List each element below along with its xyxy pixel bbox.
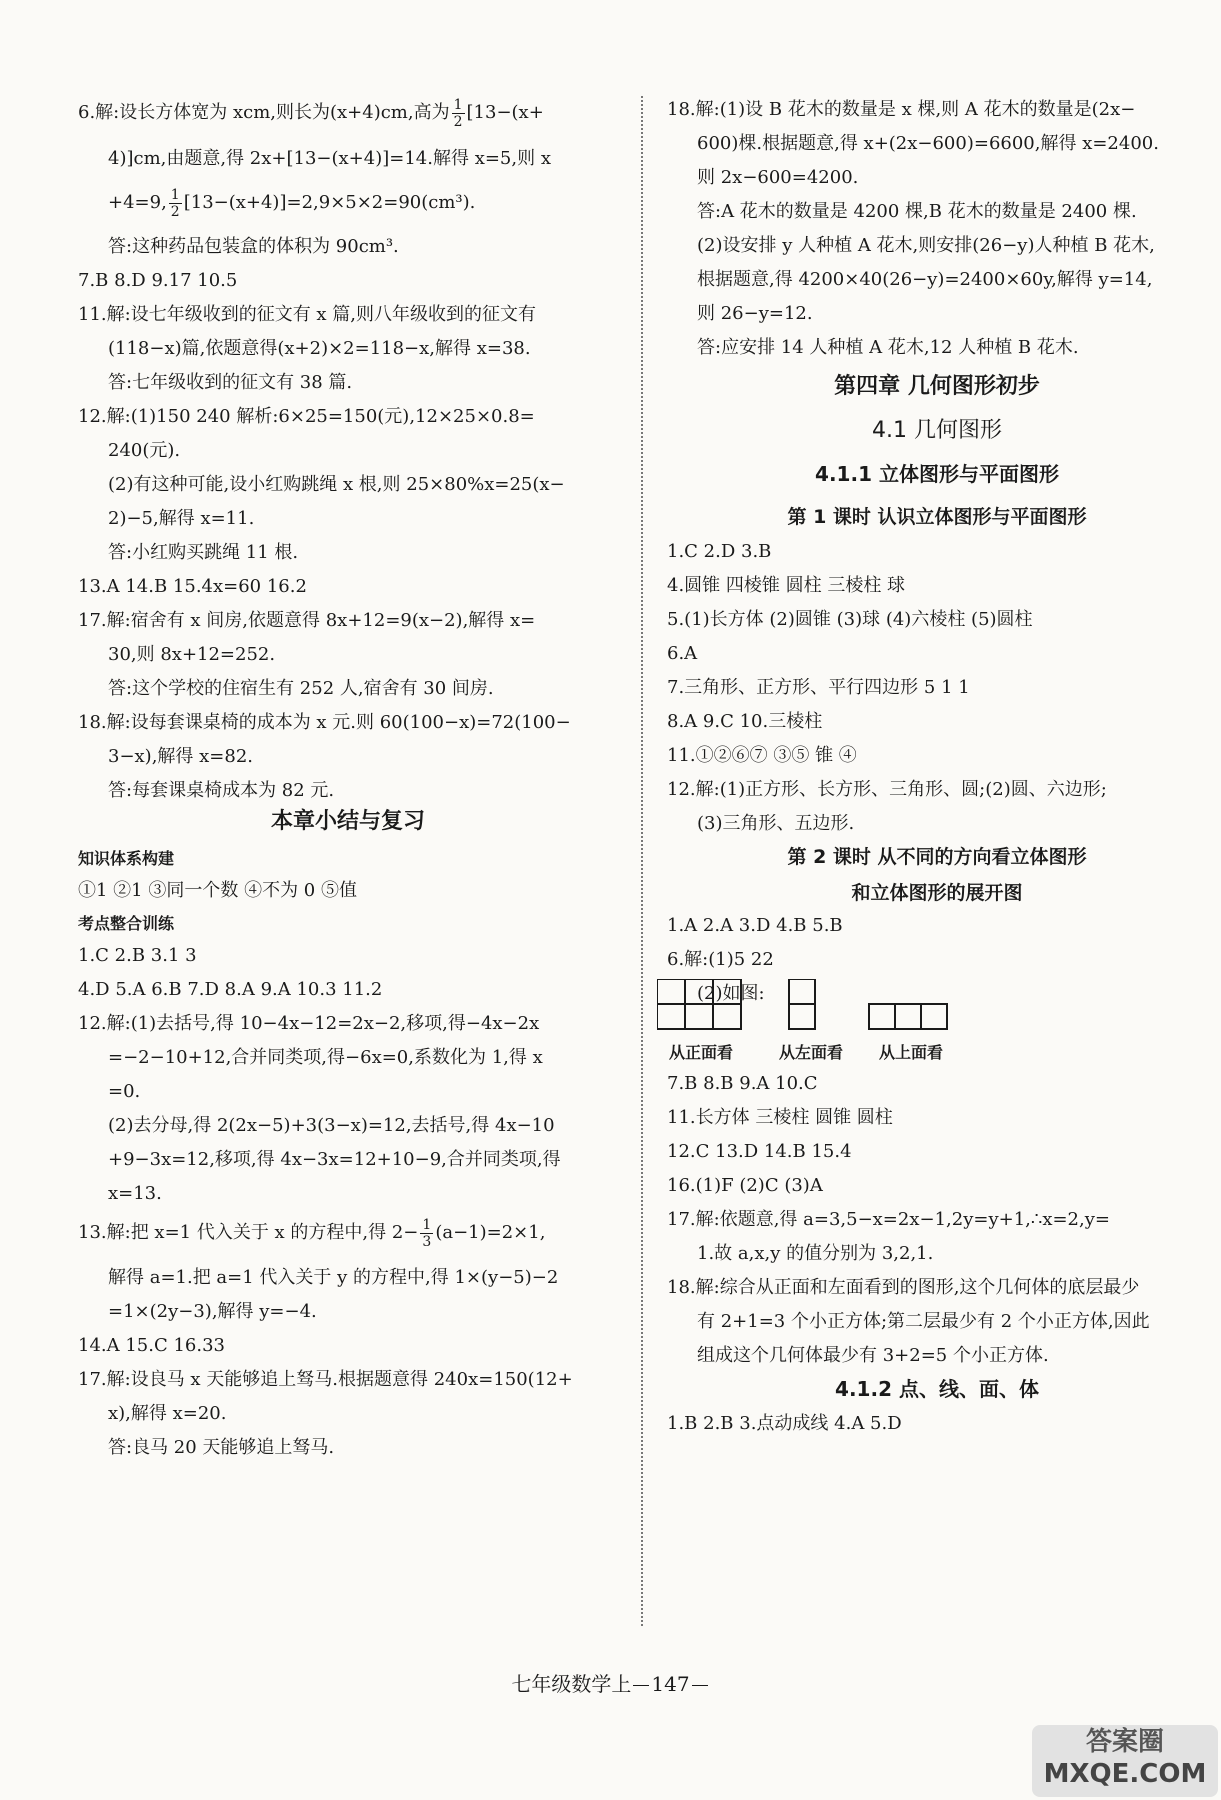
column-divider bbox=[641, 96, 643, 1626]
front-view bbox=[657, 979, 741, 1029]
lesson1-answers-6: 6.A bbox=[667, 643, 698, 664]
lesson1-answers-11: 11.①②⑥⑦ ③⑤ 锥 ④ bbox=[667, 745, 857, 766]
fraction-third: $\frac{1}{3}$ bbox=[422, 1216, 432, 1250]
left-view bbox=[789, 979, 815, 1029]
q12-line4: 2)−5,解得 x=11. bbox=[108, 508, 255, 529]
q6-line1: 6.解:设长方体宽为 xcm,则长为(x+4)cm,高为 $\frac{1}{2}$ [13−(x+ bbox=[78, 96, 544, 130]
lesson1-answers-8: 8.A 9.C 10.三棱柱 bbox=[667, 711, 823, 732]
r12-line4: (2)去分母,得 2(2x−5)+3(3−x)=12,去括号,得 4x−10 bbox=[108, 1115, 555, 1136]
q18-line1: 18.解:设每套课桌椅的成本为 x 元.则 60(100−x)=72(100− bbox=[78, 712, 571, 733]
p18-answer: 答:应安排 14 人种植 A 花木,12 人种植 B 花木. bbox=[697, 337, 1079, 358]
p18-line1: 18.解:(1)设 B 花木的数量是 x 棵,则 A 花木的数量是(2x− bbox=[667, 99, 1136, 120]
review-answers-1: 1.C 2.B 3.1 3 bbox=[78, 945, 197, 966]
q11-line2: (118−x)篇,依题意得(x+2)×2=118−x,解得 x=38. bbox=[108, 338, 531, 359]
fraction-half-2: $\frac{1}{2}$ bbox=[170, 186, 180, 220]
q12-answer: 答:小红购买跳绳 11 根. bbox=[108, 542, 299, 563]
r13-line2: 解得 a=1.把 a=1 代入关于 y 的方程中,得 1×(y−5)−2 bbox=[108, 1267, 559, 1288]
lesson1-answers-12b: (3)三角形、五边形. bbox=[697, 813, 855, 834]
review-answers-4: 4.D 5.A 6.B 7.D 8.A 9.A 10.3 11.2 bbox=[78, 979, 383, 1000]
watermark-url: MXQE.COM bbox=[1043, 1759, 1207, 1789]
lesson2-answers-16: 16.(1)F (2)C (3)A bbox=[667, 1175, 823, 1196]
fraction-half: $\frac{1}{2}$ bbox=[453, 96, 463, 130]
r17-line2: x),解得 x=20. bbox=[108, 1403, 227, 1424]
lesson2-answers-12: 12.C 13.D 14.B 15.4 bbox=[667, 1141, 852, 1162]
r12-line6: x=13. bbox=[108, 1183, 162, 1204]
b17-line2: 1.故 a,x,y 的值分别为 3,2,1. bbox=[697, 1243, 934, 1264]
page-number: 147 bbox=[651, 1672, 690, 1696]
b17-line1: 17.解:依题意,得 a=3,5−x=2x−1,2y=y+1,∴x=2,y= bbox=[667, 1209, 1110, 1230]
q12-line2: 240(元). bbox=[108, 440, 181, 461]
p18-line6: 根据题意,得 4200×40(26−y)=2400×60y,解得 y=14, bbox=[697, 269, 1153, 290]
left-view-caption: 从左面看 bbox=[779, 1043, 844, 1062]
q6-line3: +4=9, $\frac{1}{2}$ [13−(x+4)]=2,9×5×2=90(cm³). bbox=[108, 186, 476, 220]
q18-line2: 3−x),解得 x=82. bbox=[108, 746, 254, 767]
lesson1-answers-5: 5.(1)长方体 (2)圆锥 (3)球 (4)六棱柱 (5)圆柱 bbox=[667, 609, 1033, 630]
review-answers-14: 14.A 15.C 16.33 bbox=[78, 1335, 225, 1356]
section-4-1-title: 4.1 几何图形 bbox=[872, 418, 1002, 443]
b18-line2: 有 2+1=3 个小正方体;第二层最少有 2 个小正方体,因此 bbox=[697, 1311, 1150, 1332]
q6-line2: 4)]cm,由题意,得 2x+[13−(x+4)]=14.解得 x=5,则 x bbox=[108, 148, 551, 169]
r17-line1: 17.解:设良马 x 天能够追上驽马.根据题意得 240x=150(12+ bbox=[78, 1369, 573, 1390]
section412-answers: 1.B 2.B 3.点动成线 4.A 5.D bbox=[667, 1413, 902, 1434]
lesson-1-title: 第 1 课时 认识立体图形与平面图形 bbox=[787, 506, 1087, 528]
r12-line1: 12.解:(1)去括号,得 10−4x−12=2x−2,移项,得−4x−2x bbox=[78, 1013, 540, 1034]
lesson1-answers-4: 4.圆锥 四棱锥 圆柱 三棱柱 球 bbox=[667, 575, 906, 596]
section-4-1-2-title: 4.1.2 点、线、面、体 bbox=[835, 1377, 1039, 1401]
q12-line3: (2)有这种可能,设小红购跳绳 x 根,则 25×80%x=25(x− bbox=[108, 474, 565, 495]
top-view-caption: 从上面看 bbox=[879, 1043, 944, 1062]
lesson1-answers-1: 1.C 2.D 3.B bbox=[667, 541, 772, 562]
q18-answer: 答:每套课桌椅成本为 82 元. bbox=[108, 780, 335, 801]
watermark-text: 答案圈 bbox=[1085, 1727, 1164, 1757]
r17-answer: 答:良马 20 天能够追上驽马. bbox=[108, 1437, 335, 1458]
section-4-1-1-title: 4.1.1 立体图形与平面图形 bbox=[815, 462, 1059, 486]
lesson2-answers-7: 7.B 8.B 9.A 10.C bbox=[667, 1073, 818, 1094]
lesson1-answers-12: 12.解:(1)正方形、长方形、三角形、圆;(2)圆、六边形; bbox=[667, 779, 1107, 800]
exam-title: 考点整合训练 bbox=[78, 914, 175, 933]
top-view bbox=[869, 1004, 947, 1029]
lesson2-answers-11: 11.长方体 三棱柱 圆锥 圆柱 bbox=[667, 1107, 893, 1128]
r13-line1: 13.解:把 x=1 代入关于 x 的方程中,得 2− $\frac{1}{3}$ (a−1)=2×1, bbox=[78, 1216, 546, 1250]
lesson1-answers-7: 7.三角形、正方形、平行四边形 5 1 1 bbox=[667, 677, 970, 698]
q13-answers: 13.A 14.B 15.4x=60 16.2 bbox=[78, 576, 307, 597]
lesson2-answers-1: 1.A 2.A 3.D 4.B 5.B bbox=[667, 915, 843, 936]
q6-answer: 答:这种药品包装盒的体积为 90cm³. bbox=[108, 236, 399, 257]
p18-line7: 则 26−y=12. bbox=[697, 303, 813, 324]
chapter-title: 第四章 几何图形初步 bbox=[834, 374, 1040, 399]
summary-title: 本章小结与复习 bbox=[270, 809, 425, 834]
b18-line1: 18.解:综合从正面和左面看到的图形,这个几何体的底层最少 bbox=[667, 1277, 1140, 1298]
footer-label: 七年级数学上 bbox=[511, 1672, 632, 1696]
q17-line1: 17.解:宿舍有 x 间房,依题意得 8x+12=9(x−2),解得 x= bbox=[78, 610, 536, 631]
q7-answers: 7.B 8.D 9.17 10.5 bbox=[78, 270, 238, 291]
watermark-logo bbox=[1032, 1725, 1218, 1797]
q11-answer: 答:七年级收到的征文有 38 篇. bbox=[108, 372, 353, 393]
p18-line2: 600)棵.根据题意,得 x+(2x−600)=6600,解得 x=2400. bbox=[697, 133, 1159, 154]
r12-line2: =−2−10+12,合并同类项,得−6x=0,系数化为 1,得 x bbox=[108, 1047, 543, 1068]
p18-line4: 答:A 花木的数量是 4200 棵,B 花木的数量是 2400 棵. bbox=[697, 201, 1137, 222]
p18-line3: 则 2x−600=4200. bbox=[697, 167, 859, 188]
lesson2-answer-6b: (2)如图: bbox=[697, 983, 765, 1004]
lesson-2-title: 第 2 课时 从不同的方向看立体图形 bbox=[787, 846, 1087, 868]
front-view-caption: 从正面看 bbox=[669, 1043, 734, 1062]
lesson2-answer-6: 6.解:(1)5 22 bbox=[667, 949, 774, 970]
r12-line3: =0. bbox=[108, 1081, 141, 1102]
q12-line1: 12.解:(1)150 240 解析:6×25=150(元),12×25×0.8= bbox=[78, 406, 535, 427]
knowledge-answers: ①1 ②1 ③同一个数 ④不为 0 ⑤值 bbox=[78, 880, 357, 901]
q17-line2: 30,则 8x+12=252. bbox=[108, 644, 276, 665]
b18-line3: 组成这个几何体最少有 3+2=5 个小正方体. bbox=[697, 1345, 1049, 1366]
r12-line5: +9−3x=12,移项,得 4x−3x=12+10−9,合并同类项,得 bbox=[108, 1149, 561, 1170]
p18-line5: (2)设安排 y 人种植 A 花木,则安排(26−y)人种植 B 花木, bbox=[697, 235, 1155, 256]
page-footer bbox=[0, 1668, 1221, 1697]
q17-answer: 答:这个学校的住宿生有 252 人,宿舍有 30 间房. bbox=[108, 678, 494, 699]
r13-line3: =1×(2y−3),解得 y=−4. bbox=[108, 1301, 317, 1322]
q11-line1: 11.解:设七年级收到的征文有 x 篇,则八年级收到的征文有 bbox=[78, 304, 537, 325]
lesson-2-subtitle: 和立体图形的展开图 bbox=[851, 882, 1023, 904]
knowledge-title: 知识体系构建 bbox=[78, 849, 175, 868]
